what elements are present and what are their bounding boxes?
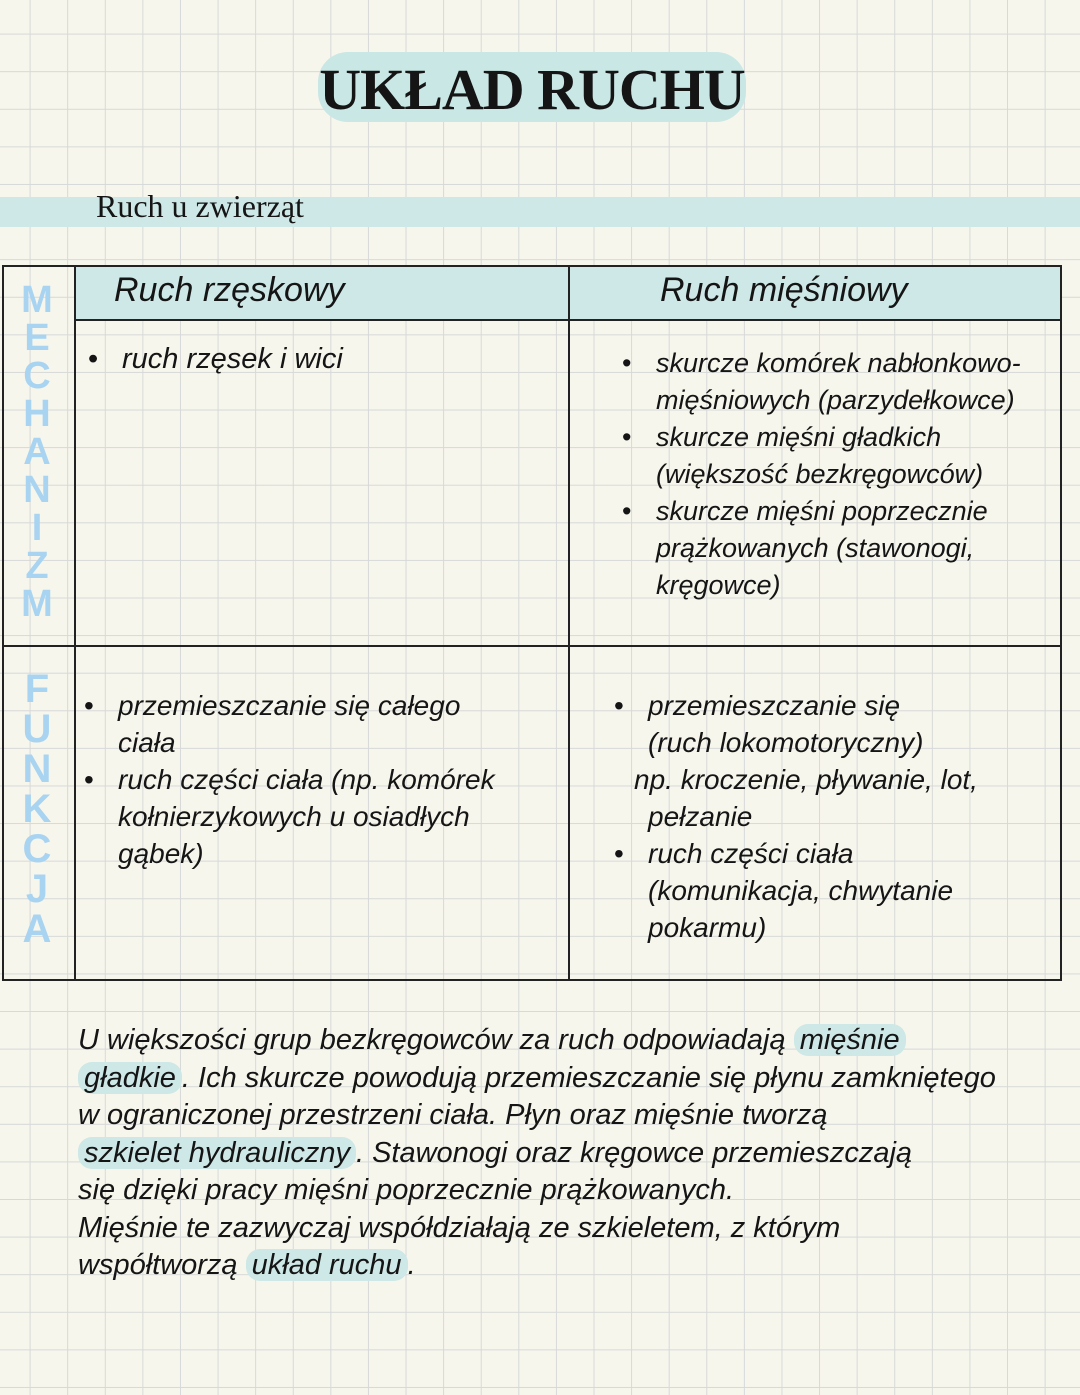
line: • skurcze komórek nabłonkowo-: [656, 348, 1021, 378]
row-label-function: [12, 669, 62, 949]
line: pełzanie: [648, 801, 753, 832]
header-muscle: Ruch mięśniowy: [660, 271, 908, 309]
list-item: [84, 687, 495, 761]
cell-mechanism-cilia: [88, 341, 343, 378]
line: (większość bezkręgowców): [656, 459, 984, 489]
section-subtitle: Ruch u zwierząt: [96, 188, 304, 224]
row-label-letter: A: [22, 907, 52, 951]
line: prążkowanych (stawonogi,: [656, 533, 975, 563]
highlight: gładkie: [78, 1062, 182, 1094]
row-label-letter: F: [24, 667, 50, 711]
line: kołnierzykowych u osiadłych: [118, 801, 470, 832]
summary-paragraph: [78, 1022, 1078, 1285]
line: [78, 1022, 1078, 1060]
line: ciała: [118, 727, 176, 758]
column-divider: [74, 267, 76, 979]
row-label-mechanism: [12, 281, 62, 623]
row-label-letter: C: [22, 827, 52, 871]
row-label-letter: I: [31, 507, 43, 549]
row-label-letter: Z: [25, 545, 49, 587]
list-item: [622, 419, 1021, 493]
page-title: UKŁAD RUCHU: [319, 57, 745, 122]
line: • przemieszczanie się całego: [118, 690, 461, 721]
row-label-letter: E: [24, 317, 50, 359]
cell-function-muscle: [614, 687, 978, 946]
row-label-letter: M: [21, 583, 53, 625]
text: . Stawonogi oraz kręgowce przemieszczają: [355, 1136, 913, 1169]
line: się dzięki pracy mięśni poprzecznie prążkowanych.: [78, 1174, 735, 1206]
list-item: [622, 493, 1021, 604]
list-item: [622, 345, 1021, 419]
row-label-letter: C: [23, 355, 51, 397]
highlight: szkielet hydrauliczny: [78, 1137, 356, 1169]
text: współtworzą: [78, 1249, 246, 1281]
line: • przemieszczanie się: [648, 690, 901, 721]
text: .: [407, 1249, 416, 1281]
row-label-letter: U: [22, 707, 52, 751]
line: kręgowce): [656, 570, 781, 600]
list-item: [614, 835, 978, 946]
line: [78, 1135, 1078, 1173]
line: (ruch lokomotoryczny): [648, 727, 924, 758]
line: [78, 1060, 1078, 1098]
line: w ograniczonej przestrzeni ciała. Płyn oraz mięśnie tworzą: [78, 1099, 828, 1131]
line: pokarmu): [648, 912, 767, 943]
header-cilia: Ruch rzęskowy: [114, 271, 345, 309]
list-item: [84, 761, 495, 872]
row-label-letter: K: [22, 787, 52, 831]
row-label-letter: M: [21, 279, 53, 321]
column-divider: [568, 267, 570, 979]
text: U większości grup bezkręgowców za ruch odpowiadają: [78, 1024, 794, 1056]
row-label-letter: J: [25, 867, 49, 911]
highlight: układ ruchu: [246, 1249, 408, 1281]
cell-function-cilia: [84, 687, 495, 872]
line: Mięśnie te zazwyczaj współdziałają ze szkieletem, z którym: [78, 1211, 841, 1244]
row-label-letter: N: [23, 469, 51, 511]
row-divider: [4, 645, 1060, 647]
list-item: • ruch rzęsek i wici: [88, 341, 343, 378]
line: • ruch części ciała: [648, 838, 854, 869]
cell-mechanism-muscle: [622, 345, 1021, 604]
highlight: mięśnie: [794, 1024, 906, 1056]
text: . Ich skurcze powodują przemieszczanie się płynu zamkniętego: [181, 1061, 996, 1094]
row-label-letter: A: [23, 431, 51, 473]
line: [78, 1247, 1078, 1285]
line: • ruch części ciała (np. komórek: [118, 764, 495, 795]
line: gąbek): [118, 838, 204, 869]
line: (komunikacja, chwytanie: [648, 875, 954, 906]
row-label-letter: N: [22, 747, 52, 791]
row-label-letter: H: [23, 393, 51, 435]
comparison-table: [2, 265, 1062, 981]
line: np. kroczenie, pływanie, lot,: [634, 764, 978, 795]
line: • skurcze mięśni poprzecznie: [656, 496, 988, 526]
list-item: [614, 687, 978, 835]
line: • skurcze mięśni gładkich: [656, 422, 942, 452]
line: mięśniowych (parzydełkowce): [656, 385, 1015, 415]
